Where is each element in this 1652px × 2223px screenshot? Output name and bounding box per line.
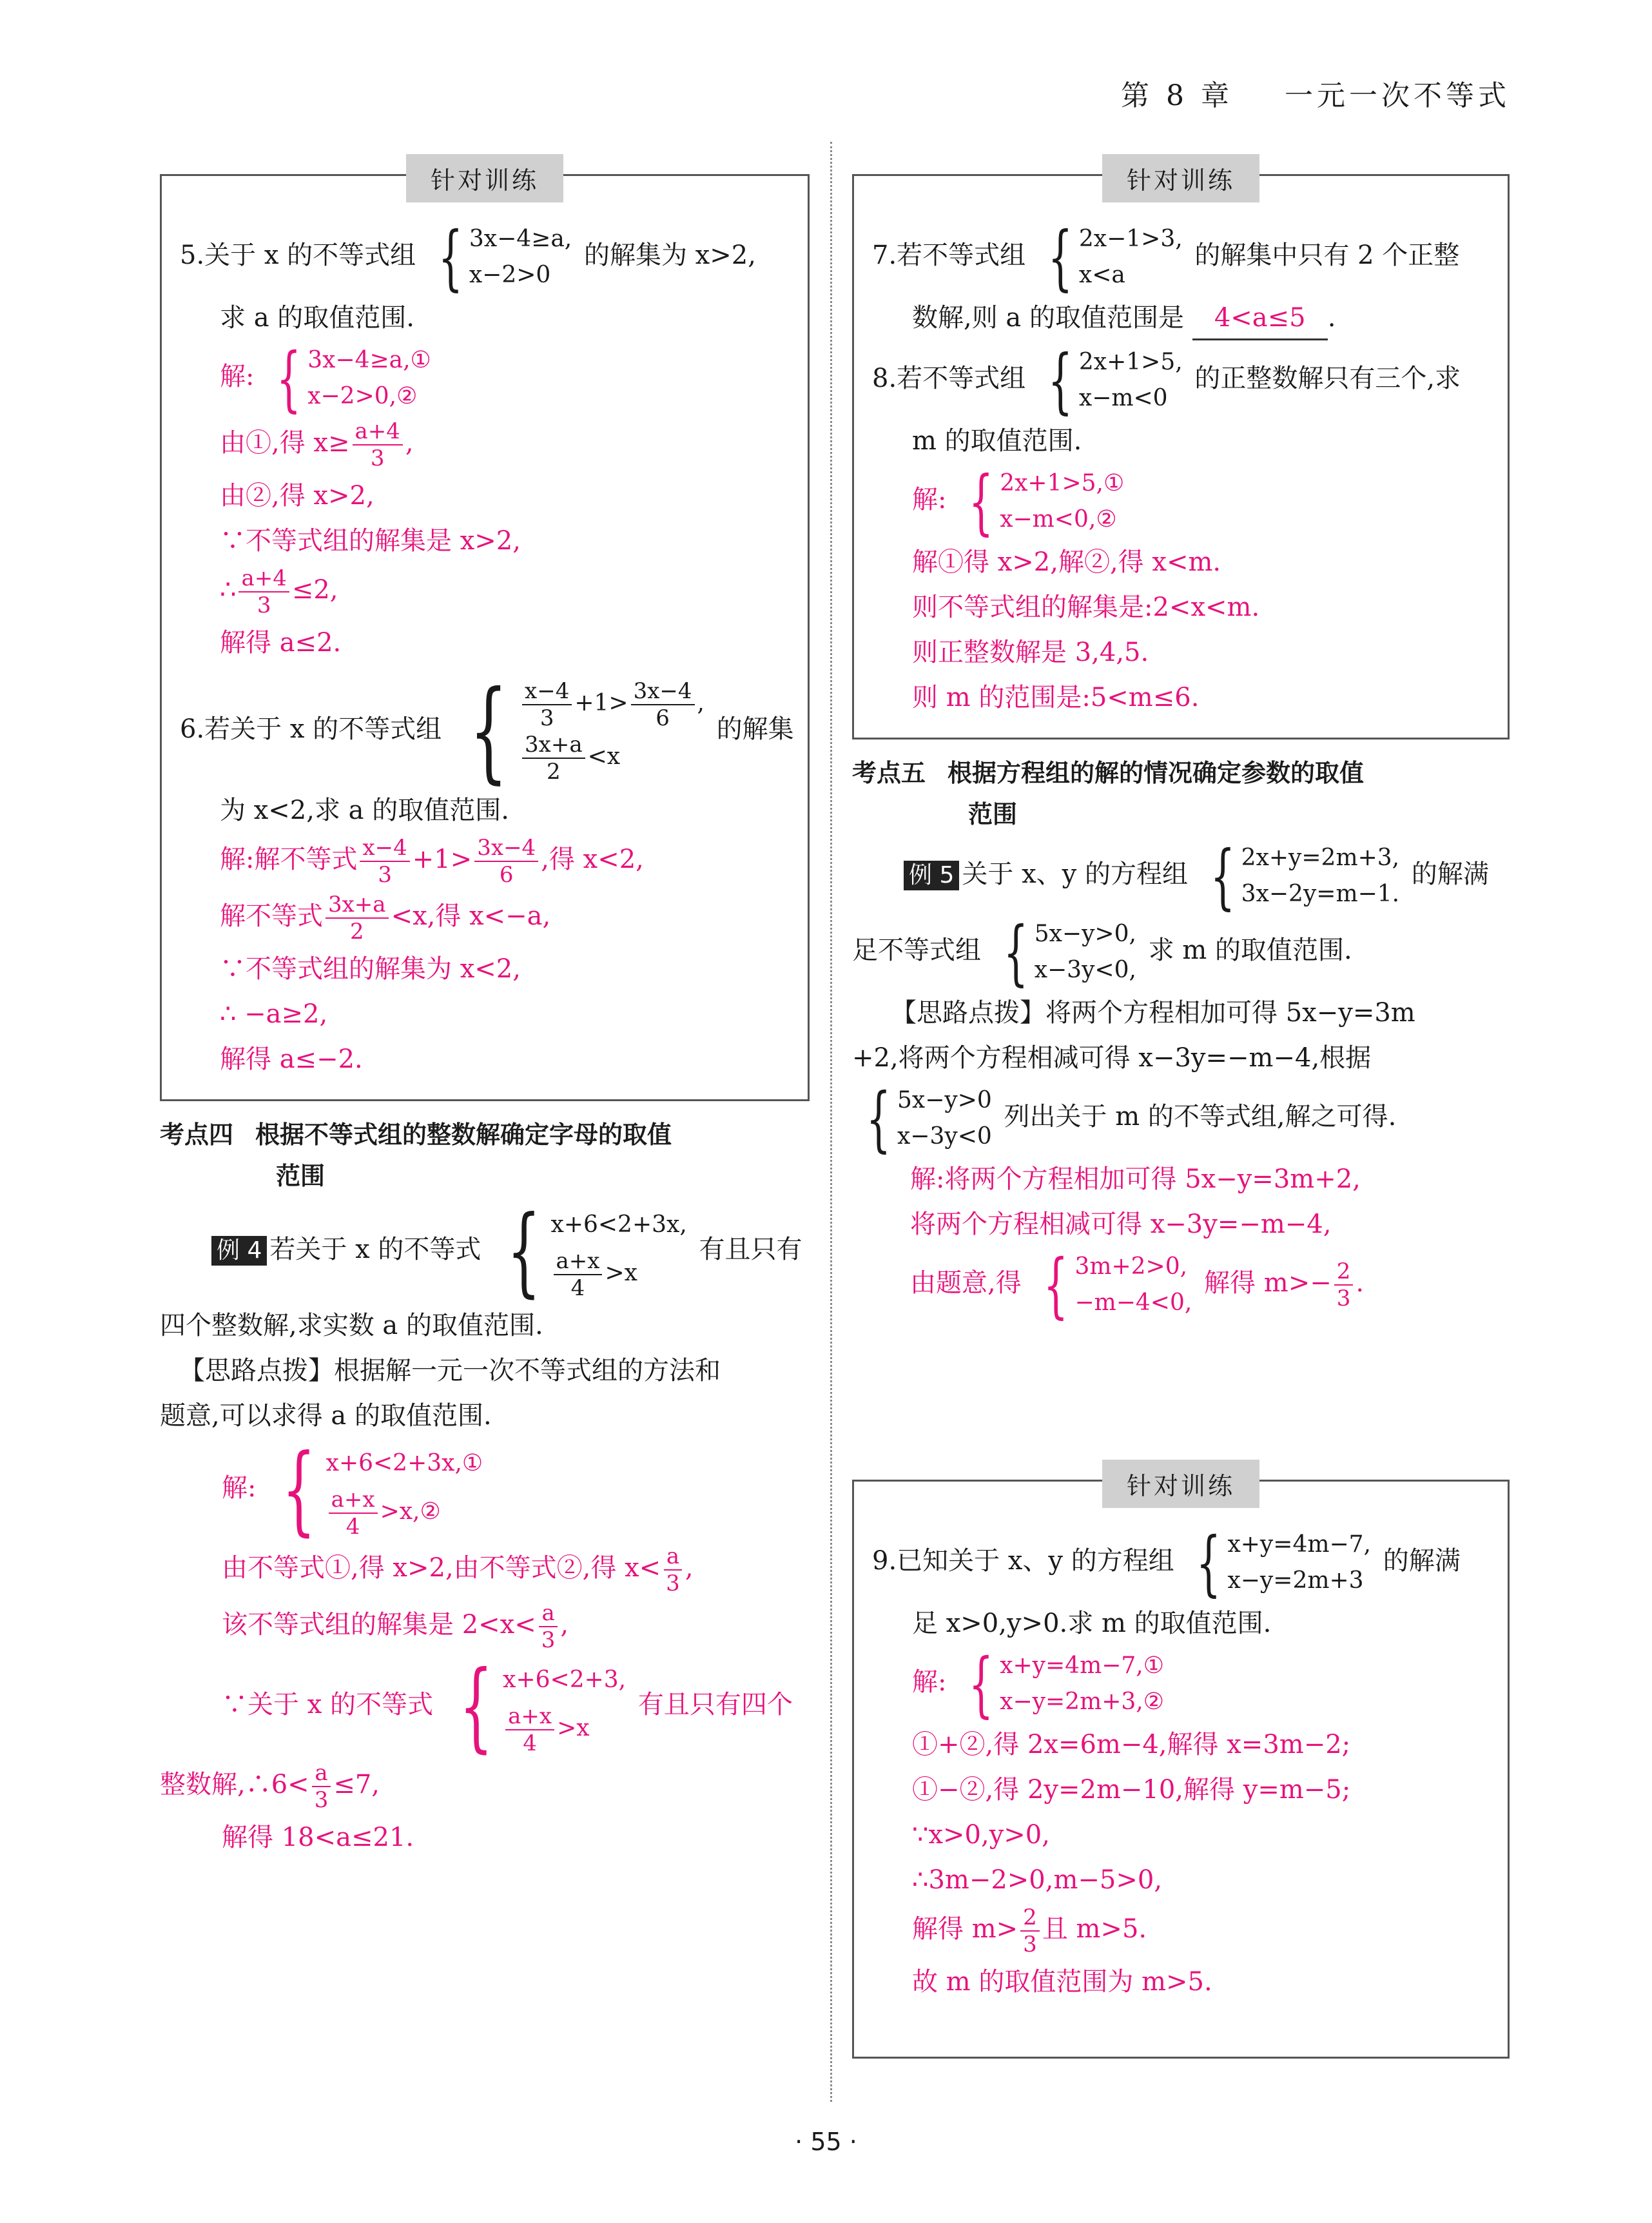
q9-step-1: ①+②,得 2x=6m−4,解得 x=3m−2; (912, 1730, 1351, 1759)
example-4-step-3: ∵关于 x 的不等式 { x+6<2+3, $\frac{a+x}{4}$ >x 有且只有四个 (222, 1650, 793, 1763)
section-5-heading: 考点五 根据方程组的解的情况确定参数的取值 范围 (852, 759, 1365, 828)
q7-line2: 数解,则 a 的取值范围是 4<a≤5 . (872, 297, 1490, 340)
q9-step-6: 故 m 的取值范围为 m>5. (912, 1967, 1212, 1997)
example-5-hint-3: { 5x−y>0 x−3y<0 列出关于 m 的不等式组,解之可得. (866, 1077, 1397, 1160)
practice-box-right-bottom (852, 1472, 1510, 2059)
example-4-statement: 例 4 若关于 x 的不等式 { x+6<2+3x, $\frac{a+x}{4}$ >x 有且只有 (160, 1202, 810, 1301)
q6-ask: 为 x<2,求 a 的取值范围. (220, 796, 509, 825)
q5-step-1: 由①,得 x≥ $\frac{a+4}{3}$ , (220, 418, 414, 471)
q9-statement: 9.已知关于 x、y 的方程组 { x+y=4m−7, x−y=2m+3 的解满 (872, 1522, 1461, 1604)
q6-system: { $\frac{x-4}{3}$ +1> $\frac{3x-4}{6}$ , $\frac{3x+a}{2}$ <x (469, 667, 705, 795)
q8-ask: m 的取值范围. (912, 426, 1082, 456)
example-5-hint-1: 【思路点拨】将两个方程相加可得 5x−y=3m (891, 998, 1415, 1028)
q5-step-2: 由②,得 x>2, (220, 481, 374, 511)
right-column (852, 155, 1510, 2059)
q8-step-1: 解①得 x>2,解②,得 x<m. (912, 547, 1221, 577)
column-divider (830, 142, 832, 2102)
q5-statement: 5.关于 x 的不等式组 { 3x−4≥a, x−2>0 的解集为 x>2, (180, 216, 756, 299)
q8-step-3: 则正整数解是 3,4,5. (912, 638, 1149, 667)
q9-solution-system: 解: { x+y=4m−7,① x−y=2m+3,② (912, 1643, 1164, 1725)
example-5-hint-2: +2,将两个方程相减可得 x−3y=−m−4,根据 (852, 1043, 1372, 1073)
q6-step-3: ∵不等式组的解集为 x<2, (220, 954, 521, 984)
example-5-step-3: 由题意,得 { 3m+2>0, −m−4<0, 解得 m>− $\frac{2}{3}$ . (910, 1244, 1365, 1326)
example-4-line2: 四个整数解,求实数 a 的取值范围. (160, 1311, 543, 1340)
q5-step-5: 解得 a≤2. (220, 628, 342, 658)
q6-statement: 6.若关于 x 的不等式组 { $\frac{x-4}{3}$ +1> $\frac{3x-4}{6}$ , $\frac{3x+a}{2}$ <x 的解集 (180, 667, 794, 795)
q8-step-2: 则不等式组的解集是:2<x<m. (912, 592, 1260, 622)
q9-ask: 足 x>0,y>0.求 m 的取值范围. (912, 1609, 1272, 1638)
spacer (852, 1325, 1510, 1460)
example-4-step-2: 该不等式组的解集是 2<x< $\frac{a}{3}$ , (222, 1600, 569, 1653)
q8-solution-system: 解: { 2x+1>5,① x−m<0,② (912, 460, 1125, 543)
q5-system: { 3x−4≥a, x−2>0 (438, 216, 572, 299)
section-4-heading: 考点四 根据不等式组的整数解确定字母的取值 范围 (160, 1121, 672, 1190)
example-4-tag: 例 4 (211, 1236, 267, 1266)
example-5-step-2: 将两个方程相减可得 x−3y=−m−4, (910, 1209, 1332, 1239)
q7-answer-blank: 4<a≤5 (1192, 297, 1328, 340)
q8-step-4: 则 m 的范围是:5<m≤6. (912, 683, 1200, 712)
page-number: · 55 · (795, 2128, 857, 2156)
example-5-line2: 足不等式组 { 5x−y>0, x−3y<0, 求 m 的取值范围. (852, 911, 1352, 994)
example-4-step-4: 整数解,∴6< $\frac{a}{3}$ ≤7, (160, 1760, 380, 1813)
q9-step-5: 解得 m> $\frac{2}{3}$ 且 m>5. (912, 1905, 1147, 1957)
example-5-statement: 例 5 关于 x、y 的方程组 { 2x+y=2m+3, 3x−2y=m−1. 的解满 (852, 840, 1510, 912)
chapter-title: 一元一次不等式 (1285, 79, 1510, 112)
left-column (160, 155, 810, 1862)
box-title: 针对训练 (1102, 154, 1259, 202)
example-5-step-1: 解:将两个方程相加可得 5x−y=3m+2, (910, 1164, 1361, 1194)
q6-step-1: 解:解不等式 $\frac{x-4}{3}$ +1> $\frac{3x-4}{6}$ ,得 x<2, (220, 835, 644, 888)
practice-box-right-top (852, 166, 1510, 739)
q9-step-3: ∵x>0,y>0, (912, 1820, 1050, 1850)
example-4-step-1: 由不等式①,得 x>2,由不等式②,得 x< $\frac{a}{3}$ , (222, 1543, 694, 1596)
example-4-hint-1: 【思路点拨】根据解一元一次不等式组的方法和 (179, 1356, 721, 1386)
q6-step-5: 解得 a≤−2. (220, 1044, 363, 1074)
chapter-header (1121, 72, 1510, 113)
q9-step-2: ①−②,得 2y=2m−10,解得 y=m−5; (912, 1775, 1351, 1805)
chapter-number: 第 8 章 (1121, 79, 1233, 112)
q5-ask: 求 a 的取值范围. (220, 303, 414, 333)
example-5-tag: 例 5 (904, 861, 959, 890)
q5-solution-system: 解: { 3x−4≥a,① x−2>0,② (220, 337, 431, 420)
q8-statement: 8.若不等式组 { 2x+1>5, x−m<0 的正整数解只有三个,求 (872, 339, 1461, 422)
q7-statement: 7.若不等式组 { 2x−1>3, x<a 的解集中只有 2 个正整 (872, 216, 1460, 299)
q5-step-4: ∴ $\frac{a+4}{3}$ ≤2, (220, 565, 338, 618)
q5-step-3: ∵不等式组的解集是 x>2, (220, 526, 521, 556)
q9-step-4: ∴3m−2>0,m−5>0, (912, 1865, 1163, 1895)
example-4-hint-2: 题意,可以求得 a 的取值范围. (160, 1401, 492, 1431)
box-title: 针对训练 (406, 154, 563, 202)
q6-step-4: ∴ −a≥2, (220, 999, 328, 1029)
example-4-step-5: 解得 18<a≤21. (222, 1823, 414, 1852)
box-title: 针对训练 (1102, 1460, 1259, 1508)
practice-box-left (160, 166, 810, 1101)
q6-step-2: 解不等式 $\frac{3x+a}{2}$ <x,得 x<−a, (220, 892, 551, 945)
example-4-solution-system: 解: { x+6<2+3x,① $\frac{a+x}{4}$ >x,② (222, 1434, 483, 1546)
